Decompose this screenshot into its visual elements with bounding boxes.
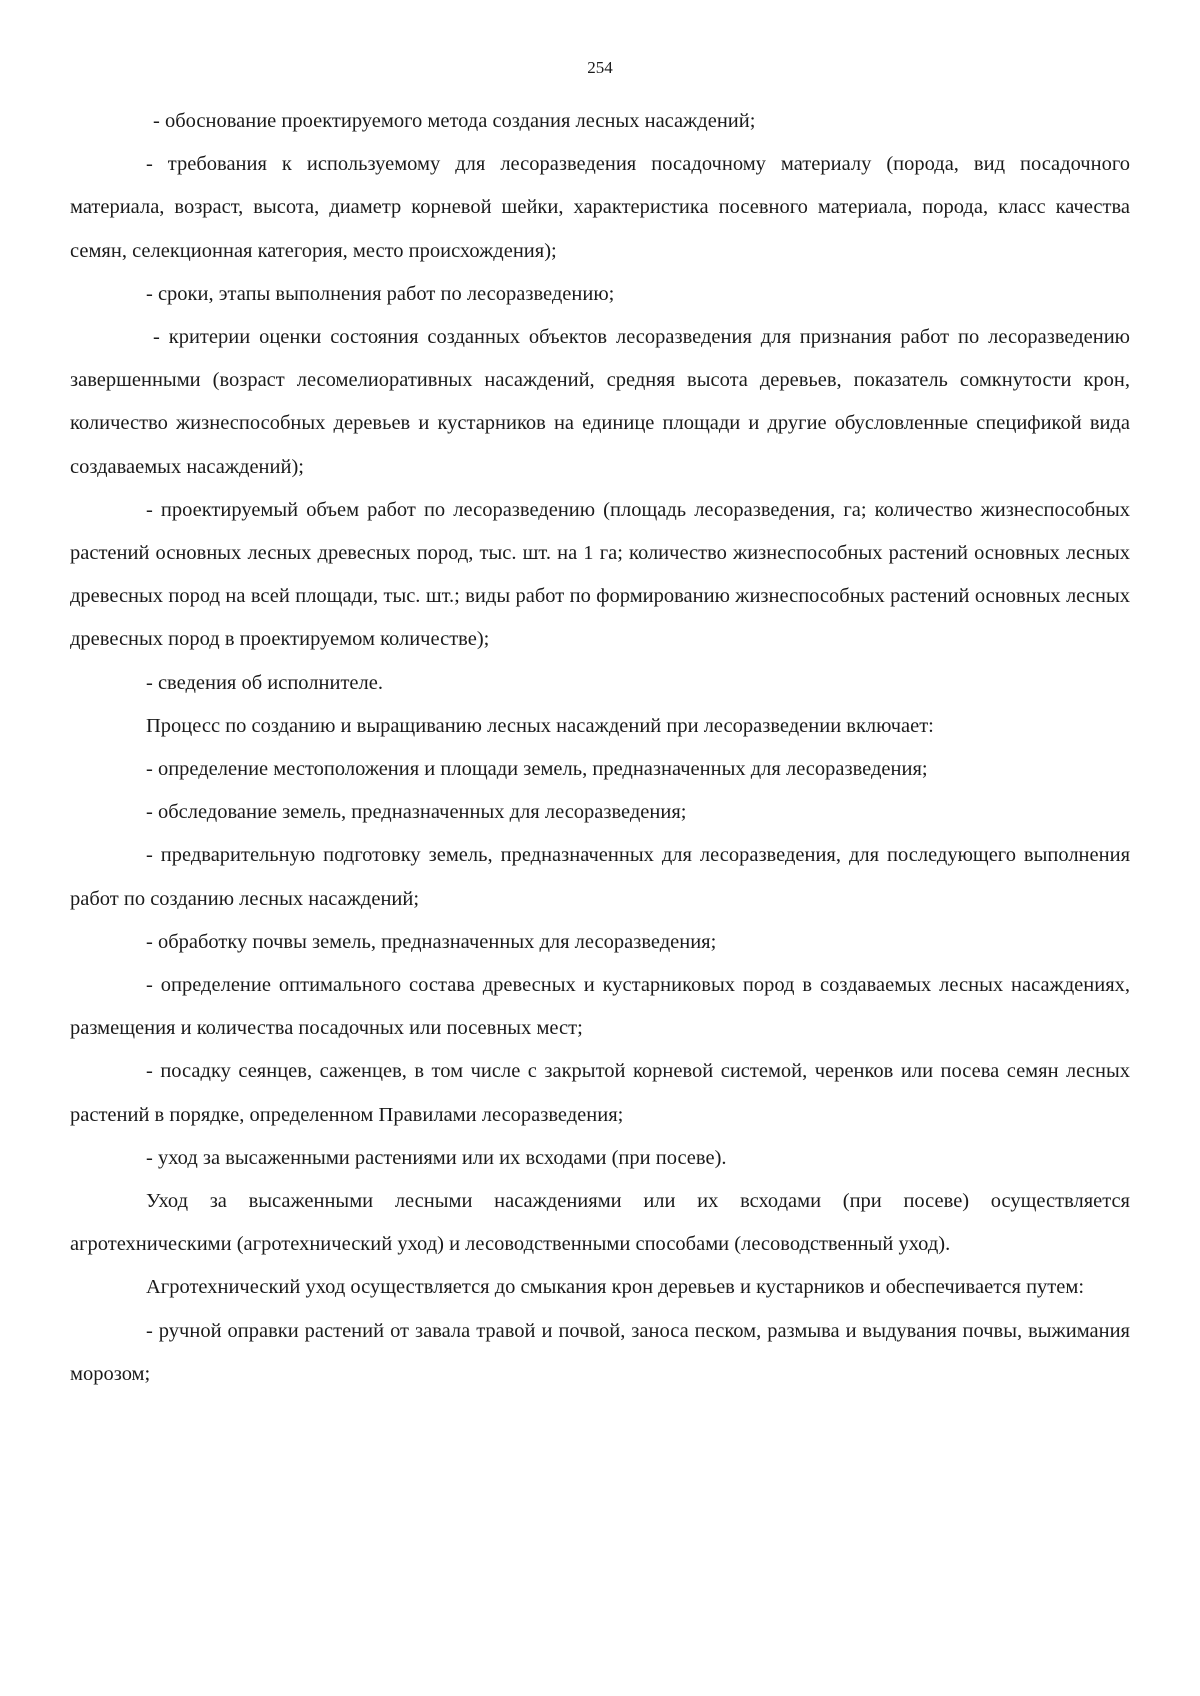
- paragraph: - определение местоположения и площади земель, предназначенных для лесоразведения;: [146, 758, 928, 781]
- paragraph: - сроки, этапы выполнения работ по лесоразведению;: [146, 282, 615, 305]
- paragraph: - ручной оправки растений от завала травой и почвой, заноса песком, размыва и выдувания почвы, выжимания морозом;: [70, 1319, 1130, 1385]
- paragraph: - определение оптимального состава древесных и кустарниковых пород в создаваемых лесных насаждениях, размещения и количества посадочных или посевных мест;: [70, 974, 1130, 1040]
- paragraph: Процесс по созданию и выращиванию лесных насаждений при лесоразведении включает:: [146, 714, 934, 737]
- paragraph: - обработку почвы земель, предназначенных для лесоразведения;: [146, 930, 717, 953]
- paragraph: - обследование земель, предназначенных для лесоразведения;: [146, 801, 687, 824]
- paragraph: Уход за высаженными лесными насаждениями или их всходами (при посеве) осуществляется агротехническими (агротехнический уход) и лесоводственными способами (лесоводственный уход).: [70, 1190, 1130, 1256]
- paragraph: - критерии оценки состояния созданных объектов лесоразведения для признания работ по лесоразведению завершенными (возраст лесомелиоративных насаждений, средняя высота деревьев, показатель сомкнутости крон, количество жизнеспособных деревьев и кустарников на единице площади и другие обусловленные спецификой вида создаваемых насаждений);: [70, 326, 1130, 478]
- paragraph: - предварительную подготовку земель, предназначенных для лесоразведения, для последующего выполнения работ по созданию лесных насаждений;: [70, 844, 1130, 910]
- paragraph: - проектируемый объем работ по лесоразведению (площадь лесоразведения, га; количество жизнеспособных растений основных лесных древесных пород, тыс. шт. на 1 га; количество жизнеспособных растений основных лесных древесных пород на всей площади, тыс. шт.; виды работ по формированию жизнеспособных растений основных лесных древесных пород в проектируемом количестве);: [70, 498, 1130, 651]
- paragraph: - обоснование проектируемого метода создания лесных насаждений;: [153, 110, 756, 132]
- document-body: [70, 100, 1130, 1396]
- paragraph: Агротехнический уход осуществляется до смыкания крон деревьев и кустарников и обеспечивается путем:: [146, 1276, 1085, 1299]
- paragraph: - уход за высаженными растениями или их всходами (при посеве).: [146, 1146, 727, 1169]
- paragraph: - требования к используемому для лесоразведения посадочному материалу (порода, вид посадочного материала, возраст, высота, диаметр корневой шейки, характеристика посевного материала, порода, класс качества семян, селекционная категория, место происхождения);: [70, 153, 1130, 262]
- paragraph: - сведения об исполнителе.: [146, 671, 383, 694]
- page-number: 254: [587, 58, 613, 77]
- paragraph: - посадку сеянцев, саженцев, в том числе с закрытой корневой системой, черенков или посева семян лесных растений в порядке, определенном Правилами лесоразведения;: [70, 1060, 1130, 1126]
